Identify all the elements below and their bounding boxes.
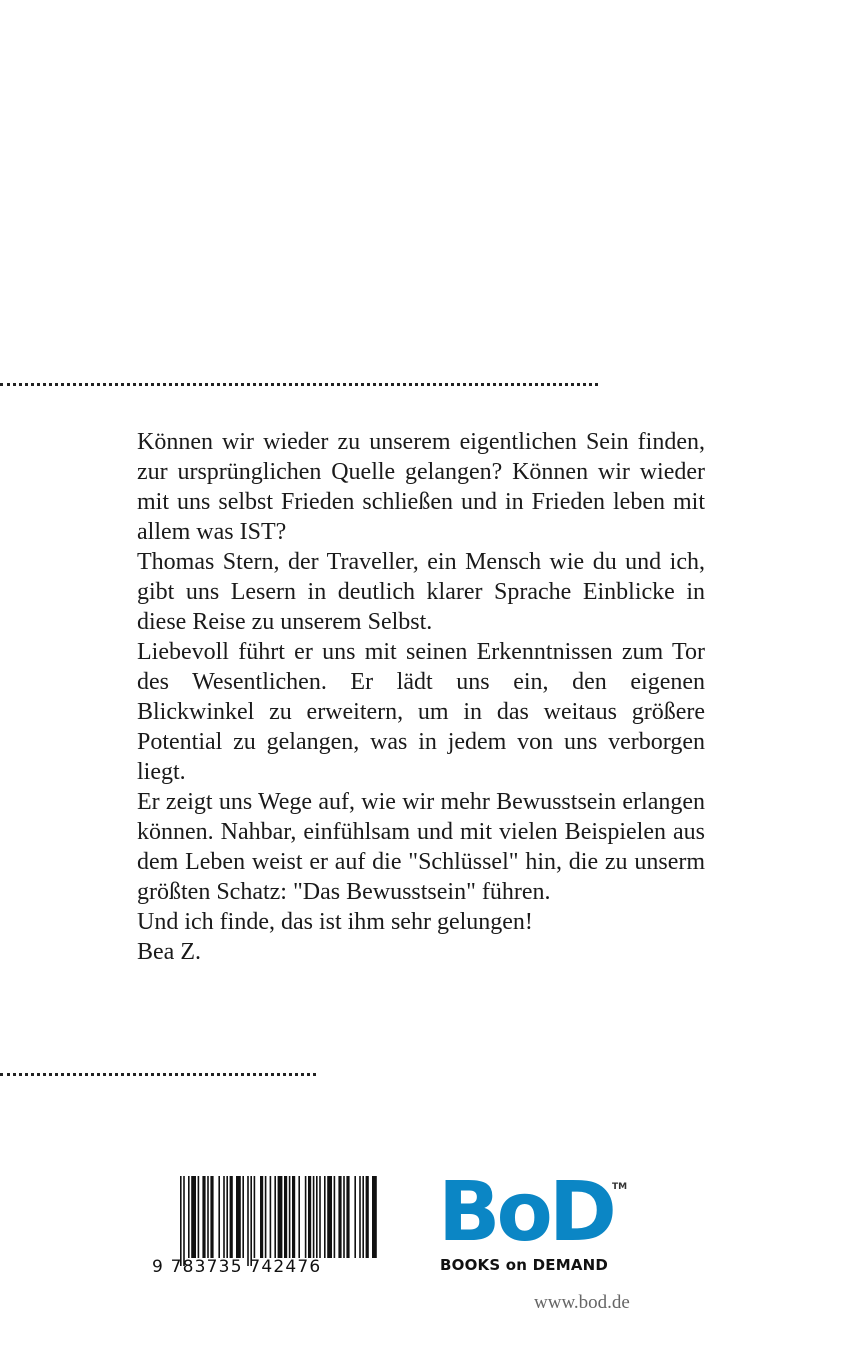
blurb-paragraph-1: Können wir wieder zu unserem eigentlichen Sein finden, zur ursprünglichen Quelle gelangen? Können wir wieder mit uns selbst Frieden schließen und in Frieden leben mit allem was IST? bbox=[137, 429, 705, 545]
blurb-paragraph-2: Thomas Stern, der Traveller, ein Mensch wie du und ich, gibt uns Lesern in deutlich klarer Sprache Einblicke in diese Reise zu unserem Selbst. bbox=[137, 549, 705, 635]
isbn-digits: 9 783735 742476 bbox=[152, 1257, 322, 1277]
bod-logo-wordmark: BoD bbox=[438, 1165, 613, 1260]
dotted-divider-bottom bbox=[0, 1073, 316, 1076]
bod-trademark: TM bbox=[612, 1182, 628, 1192]
barcode-icon bbox=[180, 1176, 380, 1266]
bod-logo bbox=[438, 1165, 638, 1280]
blurb-paragraph-5: Und ich finde, das ist ihm sehr gelungen! bbox=[137, 909, 533, 935]
dotted-divider-top bbox=[0, 383, 598, 386]
back-cover-blurb bbox=[137, 427, 705, 967]
isbn-barcode bbox=[152, 1176, 382, 1288]
blurb-signature: Bea Z. bbox=[137, 939, 201, 965]
publisher-url: www.bod.de bbox=[534, 1292, 630, 1313]
blurb-paragraph-4: Er zeigt uns Wege auf, wie wir mehr Bewusstsein erlangen können. Nahbar, einfühlsam und mit vielen Beispielen aus dem Leben weist er auf die "Schlüssel" hin, die zu unserm größten Schatz: "Das Bewusstsein" führen. bbox=[137, 789, 705, 905]
bod-tagline: BOOKS on DEMAND bbox=[440, 1256, 609, 1274]
blurb-paragraph-3: Liebevoll führt er uns mit seinen Erkenntnissen zum Tor des Wesentlichen. Er lädt uns ein, den eigenen Blickwinkel zu erweitern, um in das weitaus größere Potential zu gelangen, was in jedem von uns verborgen liegt. bbox=[137, 639, 705, 785]
